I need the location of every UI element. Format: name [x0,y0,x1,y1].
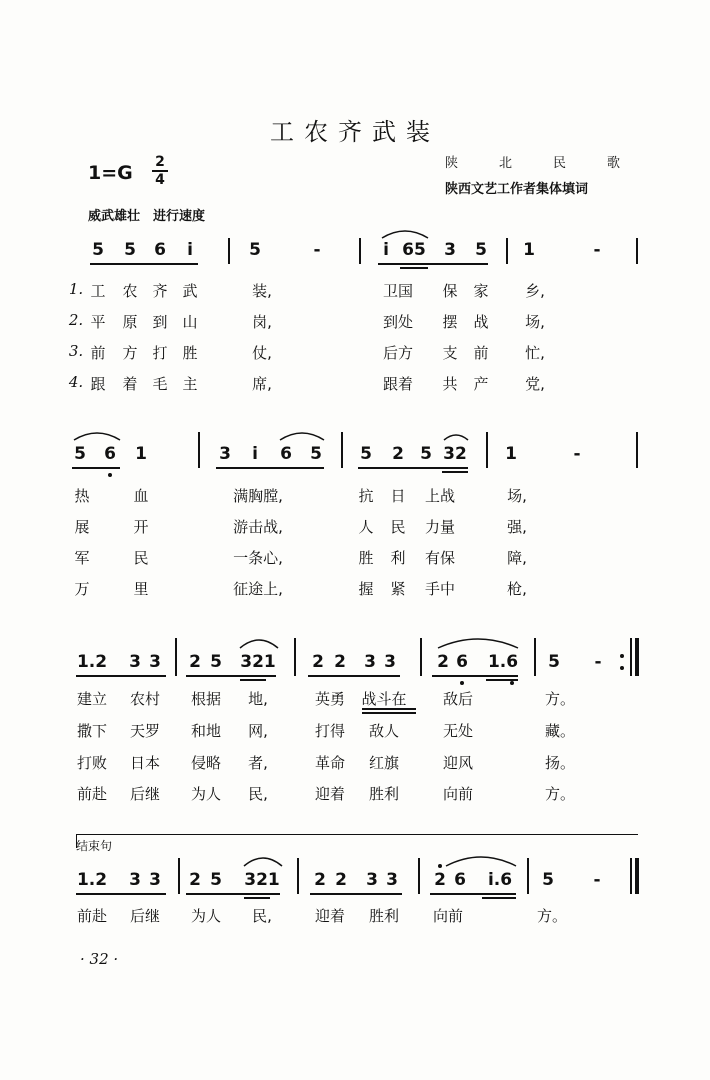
lyric-word: 利 [390,549,406,567]
note: - [313,240,321,260]
lyric-word: 工 [90,282,106,300]
lyric-word: 根据 [190,690,222,708]
verse-3 [0,547,710,571]
lyric-word: 共 [442,375,458,393]
slur [72,430,122,442]
note: 2 [434,870,446,890]
slur [444,854,518,868]
lyric-word: 向前 [432,907,464,925]
lyric-word: 前赴 [76,907,108,925]
note: 6 [280,444,292,464]
underline [186,675,276,677]
slur [278,430,326,442]
lyric-word: 革命 [314,754,346,772]
note: 2 [314,870,326,890]
barline [486,432,488,468]
lyric-word: 撒下 [76,722,108,740]
lyric-word: 打 [152,344,168,362]
lyric-word: 展 [74,518,90,536]
underline [308,675,400,677]
lyric-word: 卫国 [382,282,414,300]
note: 1.2 [76,870,108,890]
note: 3 [386,870,398,890]
note: 2 [312,652,324,672]
lyric-word: 敌人 [368,722,400,740]
note: - [573,444,581,464]
lyric-word: 开 [133,518,149,536]
lyric-word: 民 [390,518,406,536]
lyric-word: 方。 [544,785,576,803]
lyric-word: 农村 [129,690,161,708]
note: 5 [542,870,554,890]
verse-number: 4. [68,373,84,391]
lyric-word: 向前 [442,785,474,803]
lyric-word: 游击战, [233,518,283,536]
lyric-word: 上战 [424,487,456,505]
lyric-word: 强, [507,518,527,536]
note: 6 [154,240,166,260]
lyric-word: 忙, [525,344,545,362]
lyric-word: 血 [133,487,149,505]
note: 3 [149,870,161,890]
lyric-word: 者, [248,754,268,772]
note: 1.2 [76,652,108,672]
lyric-word: 抗 [358,487,374,505]
note: i.6 [487,870,513,890]
verse-2 [0,516,710,540]
lyric-word: 民, [252,907,272,925]
verse-number: 3. [68,342,84,360]
lyric-word: 万 [74,580,90,598]
note: 5 [310,444,322,464]
low-dot [510,681,514,685]
barline [420,638,422,676]
note: 5 [548,652,560,672]
lyric-word: 武 [182,282,198,300]
lyric-word: 网, [248,722,268,740]
lyric-word: 握 [358,580,374,598]
barline [630,638,632,676]
underline [244,897,270,899]
lyric-word: 前赴 [76,785,108,803]
note: 6 [104,444,116,464]
note: i [383,240,389,260]
note: 5 [74,444,86,464]
note: 5 [420,444,432,464]
lyric-word: 有保 [424,549,456,567]
low-dot [460,681,464,685]
lyric-word: 打得 [314,722,346,740]
lyric-word: 席, [252,375,272,393]
note: 3 [364,652,376,672]
verse-4 [0,373,710,397]
note: 321 [244,870,280,890]
note: 3 [444,240,456,260]
lyric-word: 方 [122,344,138,362]
lyric-word: 前 [473,344,489,362]
lyric-word: 力量 [424,518,456,536]
lyric-word: 前 [90,344,106,362]
underline [430,893,516,895]
underline [186,893,280,895]
lyric-word: 藏。 [544,722,576,740]
note: 1 [523,240,535,260]
underline [216,467,324,469]
lyric-word: 到 [152,313,168,331]
staff-line-1 [0,236,710,276]
lyric-word: 为人 [190,785,222,803]
verse-1 [0,688,710,712]
verse-1 [0,485,710,509]
lyric-word: 红旗 [368,754,400,772]
note: 2 [334,652,346,672]
lyric-word: 到处 [382,313,414,331]
lyric-word: 摆 [442,313,458,331]
verse-number: 1. [68,280,84,298]
note: 5 [210,652,222,672]
barline [294,638,296,676]
note: 5 [210,870,222,890]
staff-line-3 [0,648,710,688]
lyric-word: 党, [525,375,545,393]
verse-3 [0,342,710,366]
lyric-word: 胜利 [368,785,400,803]
slur [242,854,284,868]
lyric-word: 战 [473,313,489,331]
note: 3 [366,870,378,890]
verse-3 [0,752,710,776]
note: 5 [360,444,372,464]
underline [240,679,266,681]
note: 2 [335,870,347,890]
emphasis-underline [362,708,416,710]
note: i [252,444,258,464]
lyric-word: 侵略 [190,754,222,772]
note: 5 [92,240,104,260]
barline [534,638,536,676]
note: 5 [249,240,261,260]
slur [436,636,520,650]
high-dot [438,864,442,868]
lyrics-line-coda [0,905,710,929]
lyric-word: 胜 [358,549,374,567]
lyric-word: 仗, [252,344,272,362]
lyric-word: 天罗 [129,722,161,740]
lyric-word: 枪, [507,580,527,598]
lyric-word: 毛 [152,375,168,393]
song-title: 工农齐武装 [270,118,440,146]
lyric-word: 民 [133,549,149,567]
lyric-word: 齐 [152,282,168,300]
lyric-word: 征途上, [233,580,283,598]
lyric-word: 人 [358,518,374,536]
lyric-word: 打败 [76,754,108,772]
lyricist-credit: 陕西文艺工作者集体填词 [445,182,589,197]
lyric-word: 满胸膛, [233,487,283,505]
underline [76,893,166,895]
lyric-word: 平 [90,313,106,331]
underline [310,893,402,895]
note: 5 [124,240,136,260]
staff-line-coda [0,866,710,906]
note: i [187,240,193,260]
lyric-word: 原 [122,313,138,331]
coda-bracket-line [76,834,638,835]
underline [432,675,518,677]
note: 2 [437,652,449,672]
lyric-word: 场, [507,487,527,505]
lyric-word: 地, [248,690,268,708]
note: 1.6 [487,652,519,672]
barline [175,638,177,676]
lyric-word: 家 [473,282,489,300]
barline [341,432,343,468]
lyric-word: 支 [442,344,458,362]
key-signature: 1=G [88,162,133,184]
slur [238,636,280,650]
note: 2 [189,652,201,672]
lyric-word: 山 [182,313,198,331]
underline [400,267,428,269]
note: 1 [505,444,517,464]
note: 6 [456,652,468,672]
underline [90,263,198,265]
lyric-word: 和地 [190,722,222,740]
lyric-word: 后继 [129,785,161,803]
lyric-word: 后方 [382,344,414,362]
lyric-word: 障, [507,549,527,567]
lyric-word: 装, [252,282,272,300]
origin-char: 陕 [445,156,459,171]
verse-1 [0,280,710,304]
note: 6 [454,870,466,890]
lyric-word: 军 [74,549,90,567]
lyric-word: 无处 [442,722,474,740]
barline [630,858,632,894]
slur [380,228,430,240]
lyric-word: 岗, [252,313,272,331]
emphasis-underline [362,712,416,714]
verse-2 [0,311,710,335]
note: 2 [189,870,201,890]
note: - [593,240,601,260]
page-number: · 32 · [80,950,119,968]
lyric-word: 日本 [129,754,161,772]
repeat-dot [620,666,624,670]
lyric-word: 乡, [525,282,545,300]
lyric-word: 场, [525,313,545,331]
note: - [594,652,602,672]
note: 1 [135,444,147,464]
lyric-word: 热 [74,487,90,505]
verse-4 [0,578,710,602]
underline [76,675,166,677]
origin-credit [445,152,620,171]
lyric-word: 建立 [76,690,108,708]
lyric-word: 着 [122,375,138,393]
final-barline [635,638,639,676]
origin-char: 北 [498,156,512,171]
lyric-word: 胜利 [368,907,400,925]
barline [178,858,180,894]
lyric-word: 方。 [536,907,568,925]
underline [72,467,120,469]
lyric-word: 主 [182,375,198,393]
note: 65 [402,240,426,260]
lyric-word: 扬。 [544,754,576,772]
barline [506,238,508,264]
lyric-word: 保 [442,282,458,300]
lyric-word: 农 [122,282,138,300]
barline [636,432,638,468]
note: 3 [149,652,161,672]
lyric-word: 一条心, [233,549,283,567]
barline [418,858,420,894]
repeat-dot [620,654,624,658]
lyric-word: 民, [248,785,268,803]
verse-2 [0,720,710,744]
lyric-word: 跟 [90,375,106,393]
barline [198,432,200,468]
staff-line-2 [0,440,710,480]
low-dot [108,473,112,477]
coda-label: 结束句 [76,839,113,853]
barline [297,858,299,894]
note: 5 [475,240,487,260]
note: 3 [129,870,141,890]
lyric-word: 产 [473,375,489,393]
lyric-word: 后继 [129,907,161,925]
verse-4 [0,783,710,807]
time-signature [152,155,168,187]
underline [486,679,518,681]
lyric-word: 胜 [182,344,198,362]
underline [378,263,488,265]
lyric-word: 里 [133,580,149,598]
lyric-word: 紧 [390,580,406,598]
tempo-marking: 威武雄壮 进行速度 [88,209,206,224]
lyric-word: 为人 [190,907,222,925]
note: - [593,870,601,890]
meter-bottom: 4 [155,172,165,188]
origin-char: 民 [552,156,566,171]
lyric-word: 英勇 [314,690,346,708]
note: 32 [443,444,467,464]
meter-top: 2 [155,154,165,170]
lyric-word: 跟着 [382,375,414,393]
note: 3 [219,444,231,464]
final-barline [635,858,639,894]
lyric-word: 方。 [544,690,576,708]
note: 2 [392,444,404,464]
slur [442,432,470,442]
barline [359,238,361,264]
barline [636,238,638,264]
lyric-word: 战斗在 [361,690,407,708]
note: 3 [384,652,396,672]
underline [442,471,468,473]
lyric-word: 手中 [424,580,456,598]
underline [358,467,468,469]
barline [527,858,529,894]
barline [228,238,230,264]
lyric-word: 敌后 [442,690,474,708]
note: 321 [240,652,276,672]
verse-number: 2. [68,311,84,329]
origin-char: 歌 [606,156,620,171]
note: 3 [129,652,141,672]
lyric-word: 迎风 [442,754,474,772]
lyric-word: 迎着 [314,785,346,803]
lyric-word: 日 [390,487,406,505]
underline [482,897,516,899]
lyric-word: 迎着 [314,907,346,925]
